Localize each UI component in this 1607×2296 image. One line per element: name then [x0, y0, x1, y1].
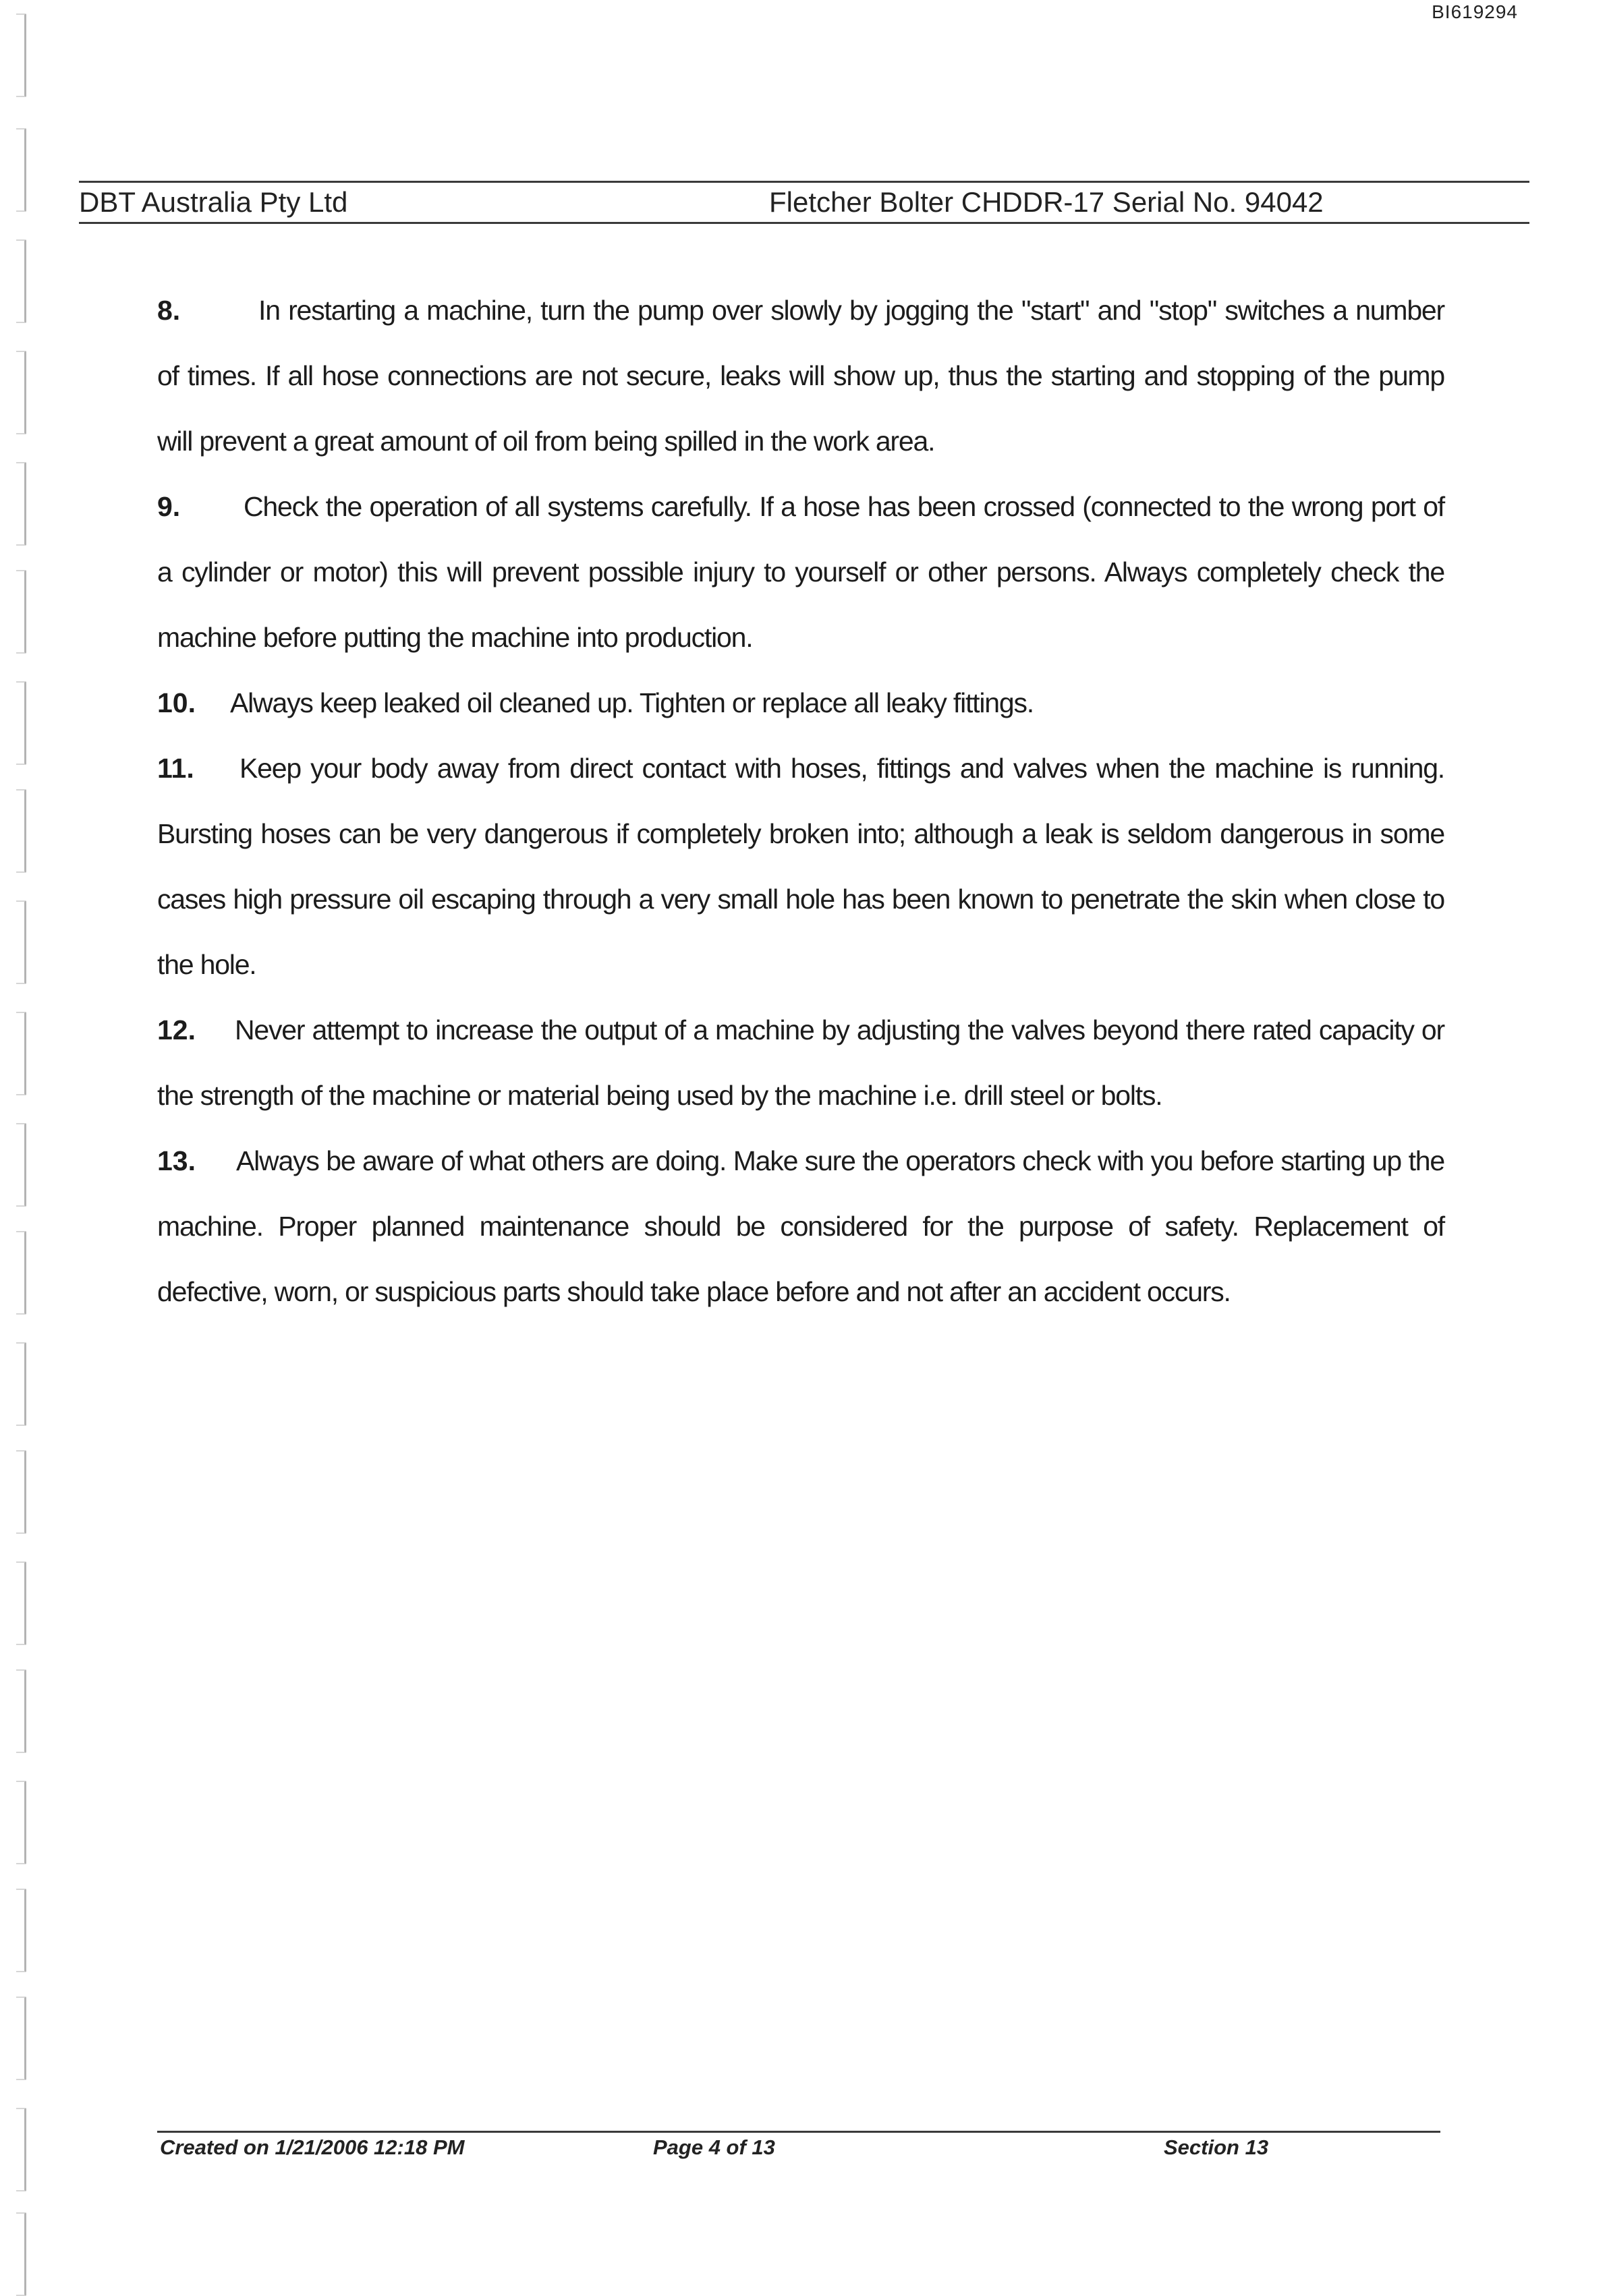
- binder-mark: [16, 681, 26, 765]
- binder-mark: [16, 1231, 26, 1315]
- header-machine: Fletcher Bolter CHDDR-17 Serial No. 94042: [769, 186, 1324, 218]
- header-company: DBT Australia Pty Ltd: [79, 186, 348, 218]
- binder-mark: [16, 1997, 26, 2080]
- binder-hole-marks: [16, 0, 36, 2273]
- binder-mark: [16, 1781, 26, 1864]
- footer-created-date: Created on 1/21/2006 12:18 PM: [160, 2135, 465, 2159]
- binder-mark: [16, 1123, 26, 1207]
- binder-mark: [16, 2108, 26, 2191]
- list-item-9: [157, 474, 1444, 670]
- binder-mark: [16, 1889, 26, 1972]
- binder-mark: [16, 128, 26, 212]
- footer-section: Section 13: [1164, 2135, 1269, 2159]
- binder-mark: [16, 462, 26, 546]
- list-item-8: [157, 278, 1444, 474]
- header-top-rule: [79, 181, 1529, 183]
- item-number: 11.: [157, 753, 194, 784]
- binder-mark: [16, 900, 26, 984]
- binder-mark: [16, 351, 26, 434]
- item-text: Never attempt to increase the output of a machine by adjusting the valves beyond there rated capacity or the strength of the machine or material being used by the machine i.e. drill steel or bolts.: [157, 1014, 1444, 1111]
- item-number: 13.: [157, 1145, 196, 1176]
- item-text: Keep your body away from direct contact with hoses, fittings and valves when the machine is running. Bursting hoses can be very dangerous if completely broken into; although a leak is seldom dangerous in some cases high pressure oil escaping through a very small hole has been known to penetrate the skin when close to the hole.: [157, 753, 1444, 980]
- list-item-12: [157, 998, 1444, 1128]
- item-number: 12.: [157, 1014, 196, 1045]
- document-body: [157, 278, 1444, 1325]
- binder-mark: [16, 1669, 26, 1753]
- list-item-11: [157, 736, 1444, 998]
- item-text: Always be aware of what others are doing. Make sure the operators check with you before starting up the machine. Proper planned maintenance should be considered for the purpose of safety. Replacement of defective, worn, or suspicious parts should take place before and not after an accident occurs.: [157, 1145, 1444, 1307]
- footer-page-number: Page 4 of 13: [653, 2135, 775, 2159]
- document-id: BI619294: [1432, 1, 1518, 22]
- item-number: 10.: [157, 687, 196, 718]
- binder-mark: [16, 1561, 26, 1645]
- list-item-10: [157, 670, 1444, 736]
- header-bottom-rule: [79, 222, 1529, 224]
- list-item-13: [157, 1128, 1444, 1325]
- binder-mark: [16, 1012, 26, 1095]
- item-number: 9.: [157, 491, 181, 522]
- binder-mark: [16, 1450, 26, 1534]
- binder-mark: [16, 789, 26, 873]
- item-text: In restarting a machine, turn the pump over slowly by jogging the "start" and "stop" switches a number of times. If all hose connections are not secure, leaks will show up, thus the starting and stopping of the pump will prevent a great amount of oil from being spilled in the work area.: [157, 295, 1444, 457]
- binder-mark: [16, 570, 26, 654]
- item-number: 8.: [157, 295, 181, 326]
- binder-mark: [16, 239, 26, 323]
- binder-mark: [16, 2212, 26, 2296]
- binder-mark: [16, 1342, 26, 1426]
- item-text: Always keep leaked oil cleaned up. Tighten or replace all leaky fittings.: [230, 687, 1034, 718]
- binder-mark: [16, 13, 26, 97]
- footer-rule: [157, 2131, 1440, 2133]
- item-text: Check the operation of all systems carefully. If a hose has been crossed (connected to the wrong port of a cylinder or motor) this will prevent possible injury to yourself or other persons. Always completely check the machine before putting the machine into production.: [157, 491, 1444, 653]
